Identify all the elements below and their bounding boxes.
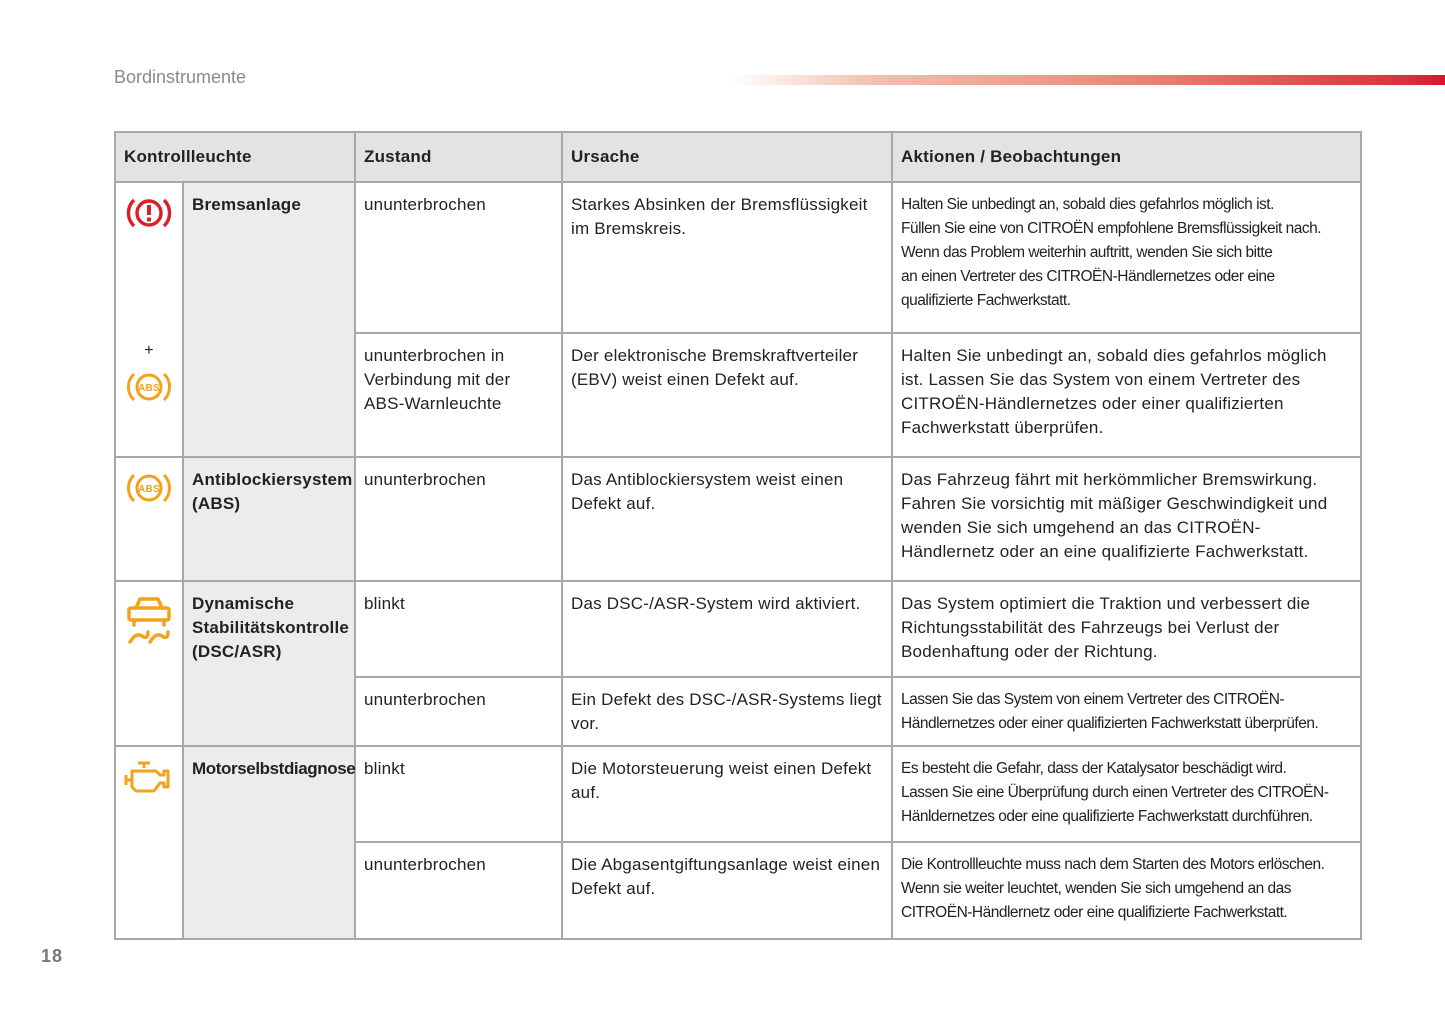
warning-lights-table [114,131,1362,940]
aktion-line: Hänldernetzes oder eine qualifizierte Fachwerkstatt durchführen. [901,808,1313,825]
aktion-cell: Das Fahrzeug fährt mit herkömmlicher Bremswirkung. Fahren Sie vorsichtig mit mäßiger Geschwindigkeit und wenden Sie sich umgehend an das CITROËN-Händlernetz oder an eine qualifizierte Fachwerkstatt. [892,457,1361,581]
aktion-line: Wenn sie weiter leuchtet, wenden Sie sich umgehend an das [901,880,1291,897]
aktion-cell [892,677,1361,746]
light-name: Motorselbstdiagnose [183,746,355,939]
aktion-line: an einen Vertreter des CITROËN-Händlernetzes oder eine [901,268,1275,285]
col-header: Zustand [355,132,562,182]
light-icon-cell [115,581,183,746]
plus-sign: + [144,342,154,359]
abs-icon [116,369,182,405]
aktion-cell: Das System optimiert die Traktion und verbessert die Richtungsstabilität des Fahrzeugs bei Verlust der Bodenhaftung oder der Richtung. [892,581,1361,677]
aktion-line: Lassen Sie eine Überprüfung durch einen Vertreter des CITROËN- [901,784,1329,801]
ursache-cell: Das DSC-/ASR-System wird aktiviert. [562,581,892,677]
ursache-cell: Das Antiblockiersystem weist einen Defekt auf. [562,457,892,581]
engine-icon [116,759,182,795]
ursache-cell: Die Motorsteuerung weist einen Defekt auf. [562,746,892,842]
zustand-cell: ununterbrochen [355,182,562,333]
light-icon-cell [115,182,183,457]
aktion-line: qualifizierte Fachwerkstatt. [901,292,1071,309]
table-row [115,581,1361,677]
aktion-line: Wenn das Problem weiterhin auftritt, wenden Sie sich bitte [901,244,1273,261]
aktion-line: Halten Sie unbedingt an, sobald dies gefahrlos möglich ist. [901,196,1274,213]
zustand-cell: ununterbrochen [355,677,562,746]
aktion-line: Händlernetzes oder einer qualifizierten Fachwerkstatt überprüfen. [901,715,1319,732]
aktion-line: Die Kontrollleuchte muss nach dem Starten des Motors erlöschen. [901,856,1325,873]
aktion-line: CITROËN-Händlernetz oder eine qualifizierte Fachwerkstatt. [901,904,1288,921]
ursache-cell: Die Abgasentgiftungsanlage weist einen Defekt auf. [562,842,892,939]
light-name: Antiblockiersystem (ABS) [183,457,355,581]
aktion-cell [892,182,1361,333]
stability-control-icon [116,594,182,648]
aktion-line: Es besteht die Gefahr, dass der Katalysator beschädigt wird. [901,760,1287,777]
light-icon-cell [115,746,183,939]
light-name: Dynamische Stabilitätskontrolle (DSC/ASR) [183,581,355,746]
light-icon-cell [115,457,183,581]
aktion-line: Lassen Sie das System von einem Vertreter des CITROËN- [901,691,1285,708]
ursache-cell: Starkes Absinken der Bremsflüssigkeit im Bremskreis. [562,182,892,333]
brake-warning-icon [116,195,182,231]
section-title: Bordinstrumente [114,67,247,87]
table-row [115,457,1361,581]
col-header: Kontrollleuchte [115,132,355,182]
zustand-cell: blinkt [355,581,562,677]
zustand-cell: ununterbrochen [355,457,562,581]
svg-text:ABS: ABS [138,383,160,394]
col-header: Aktionen / Beobachtungen [892,132,1361,182]
ursache-cell: Ein Defekt des DSC-/ASR-Systems liegt vor. [562,677,892,746]
light-name: Bremsanlage [183,182,355,457]
header-accent-bar [730,75,1445,85]
zustand-cell: ununterbrochen in Verbindung mit der ABS-Warnleuchte [355,333,562,457]
table-row [115,182,1361,333]
zustand-cell: blinkt [355,746,562,842]
aktion-cell [892,842,1361,939]
aktion-cell: Halten Sie unbedingt an, sobald dies gefahrlos möglich ist. Lassen Sie das System von einem Vertreter des CITROËN-Händlernetzes oder einer qualifizierten Fachwerkstatt überprüfen. [892,333,1361,457]
page-number: 18 [41,946,64,966]
aktion-cell [892,746,1361,842]
svg-text:ABS: ABS [138,484,160,495]
col-header: Ursache [562,132,892,182]
aktion-line: Füllen Sie eine von CITROËN empfohlene Bremsflüssigkeit nach. [901,220,1322,237]
table-row [115,746,1361,842]
zustand-cell: ununterbrochen [355,842,562,939]
abs-icon [116,470,182,506]
ursache-cell: Der elektronische Bremskraftverteiler (EBV) weist einen Defekt auf. [562,333,892,457]
table-header [115,132,1361,182]
